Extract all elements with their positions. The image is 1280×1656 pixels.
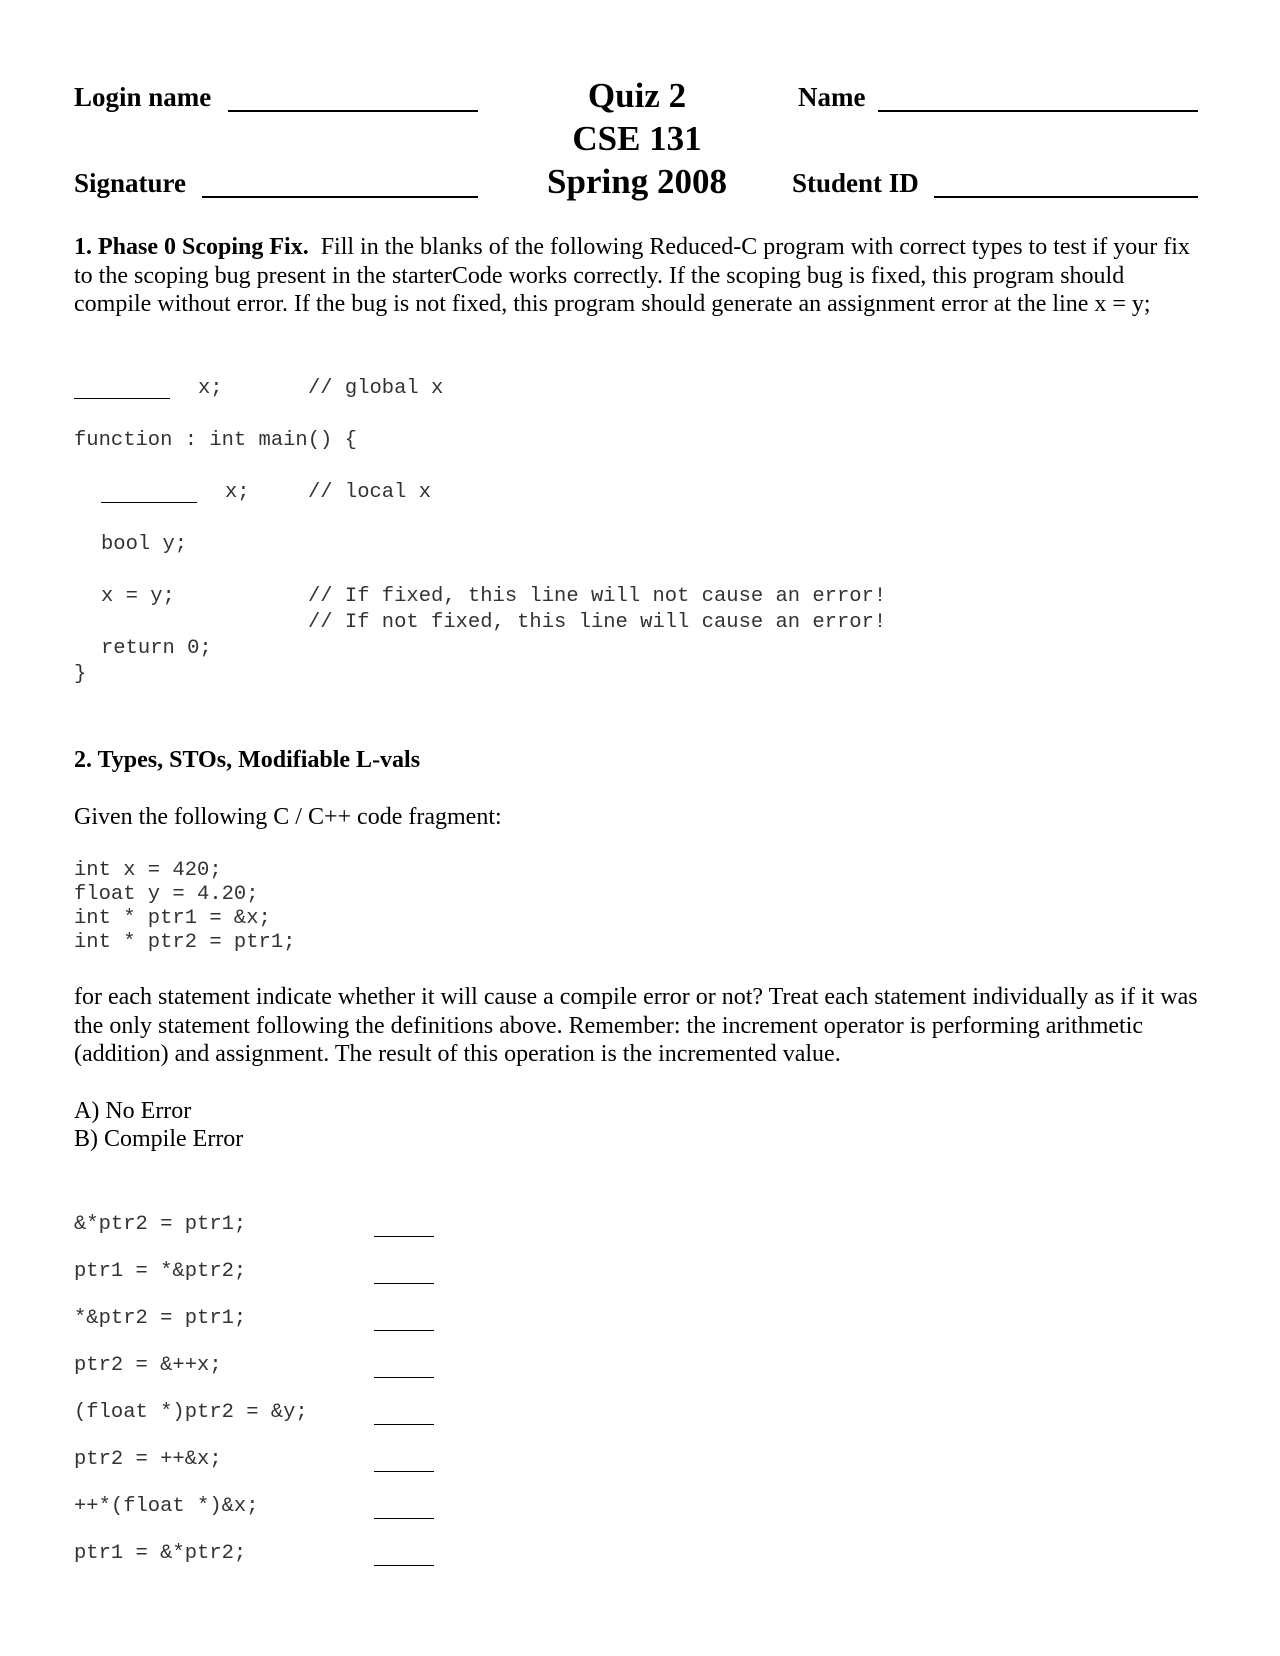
- statement: &*ptr2 = ptr1;: [74, 1213, 247, 1236]
- course-title: CSE 131: [572, 119, 702, 158]
- assign-stmt: x = y;: [101, 585, 175, 608]
- local-comment: // local x: [308, 481, 432, 504]
- login-name-line: [228, 110, 478, 112]
- global-type-blank[interactable]: [74, 398, 170, 399]
- statement: (float *)ptr2 = &y;: [74, 1401, 308, 1424]
- answer-blank[interactable]: [374, 1330, 434, 1331]
- q2-title: 2. Types, STOs, Modifiable L-vals: [74, 747, 421, 773]
- option-a: A) No Error: [74, 1098, 192, 1124]
- func-header: function : int main() {: [74, 429, 357, 452]
- student-id-label: Student ID: [792, 168, 919, 198]
- statement: ptr1 = &*ptr2;: [74, 1542, 247, 1565]
- statement: ptr2 = &++x;: [74, 1354, 222, 1377]
- q2-instructions: for each statement indicate whether it will cause a compile error or not? Treat each statement individually as if it was the only statement following the definitions above. Remember: the increment operator is performing arithmetic (addition) and assignment. The result of this operation is the incremented value.: [74, 984, 1198, 1067]
- q2-intro: Given the following C / C++ code fragment:: [74, 804, 502, 830]
- answer-blank[interactable]: [374, 1471, 434, 1472]
- student-id-line: [934, 196, 1198, 198]
- local-type-blank[interactable]: [101, 502, 197, 503]
- name-line: [878, 110, 1198, 112]
- option-b: B) Compile Error: [74, 1126, 244, 1152]
- answer-blank[interactable]: [374, 1518, 434, 1519]
- close-brace: }: [74, 663, 87, 686]
- statement: ptr1 = *&ptr2;: [74, 1260, 247, 1283]
- statement: ptr2 = ++&x;: [74, 1448, 222, 1471]
- return-stmt: return 0;: [101, 637, 212, 660]
- statement: ++*(float *)&x;: [74, 1495, 259, 1518]
- answer-blank[interactable]: [374, 1236, 434, 1237]
- signature-label: Signature: [74, 168, 187, 198]
- global-decl: x;: [198, 377, 223, 400]
- comment-fixed: // If fixed, this line will not cause an error!: [308, 585, 887, 608]
- q1-body: Fill in the blanks of the following Reduced-C program with correct types to test if your fix to the scoping bug present in the starterCode works correctly. If the scoping bug is fixed, this program should compile without error. If the bug is not fixed, this program should generate an assignment error at the line x = y;: [74, 234, 1190, 317]
- answer-blank[interactable]: [374, 1377, 434, 1378]
- answer-blank[interactable]: [374, 1283, 434, 1284]
- code-line: int * ptr2 = ptr1;: [74, 931, 296, 954]
- term-title: Spring 2008: [547, 162, 727, 201]
- local-decl: x;: [225, 481, 250, 504]
- code-line: int x = 420;: [74, 859, 222, 882]
- comment-not-fixed: // If not fixed, this line will cause an error!: [308, 611, 887, 634]
- quiz-title: Quiz 2: [587, 76, 687, 115]
- code-line: float y = 4.20;: [74, 883, 259, 906]
- q1-paragraph: [74, 233, 1206, 319]
- answer-blank[interactable]: [374, 1424, 434, 1425]
- login-name-label: Login name: [74, 82, 212, 112]
- name-label: Name: [798, 82, 866, 112]
- global-comment: // global x: [308, 377, 444, 400]
- answer-blank[interactable]: [374, 1565, 434, 1566]
- bool-decl: bool y;: [101, 533, 188, 556]
- signature-line: [202, 196, 478, 198]
- code-line: int * ptr1 = &x;: [74, 907, 271, 930]
- statement: *&ptr2 = ptr1;: [74, 1307, 247, 1330]
- q1-title: 1. Phase 0 Scoping Fix.: [74, 234, 309, 260]
